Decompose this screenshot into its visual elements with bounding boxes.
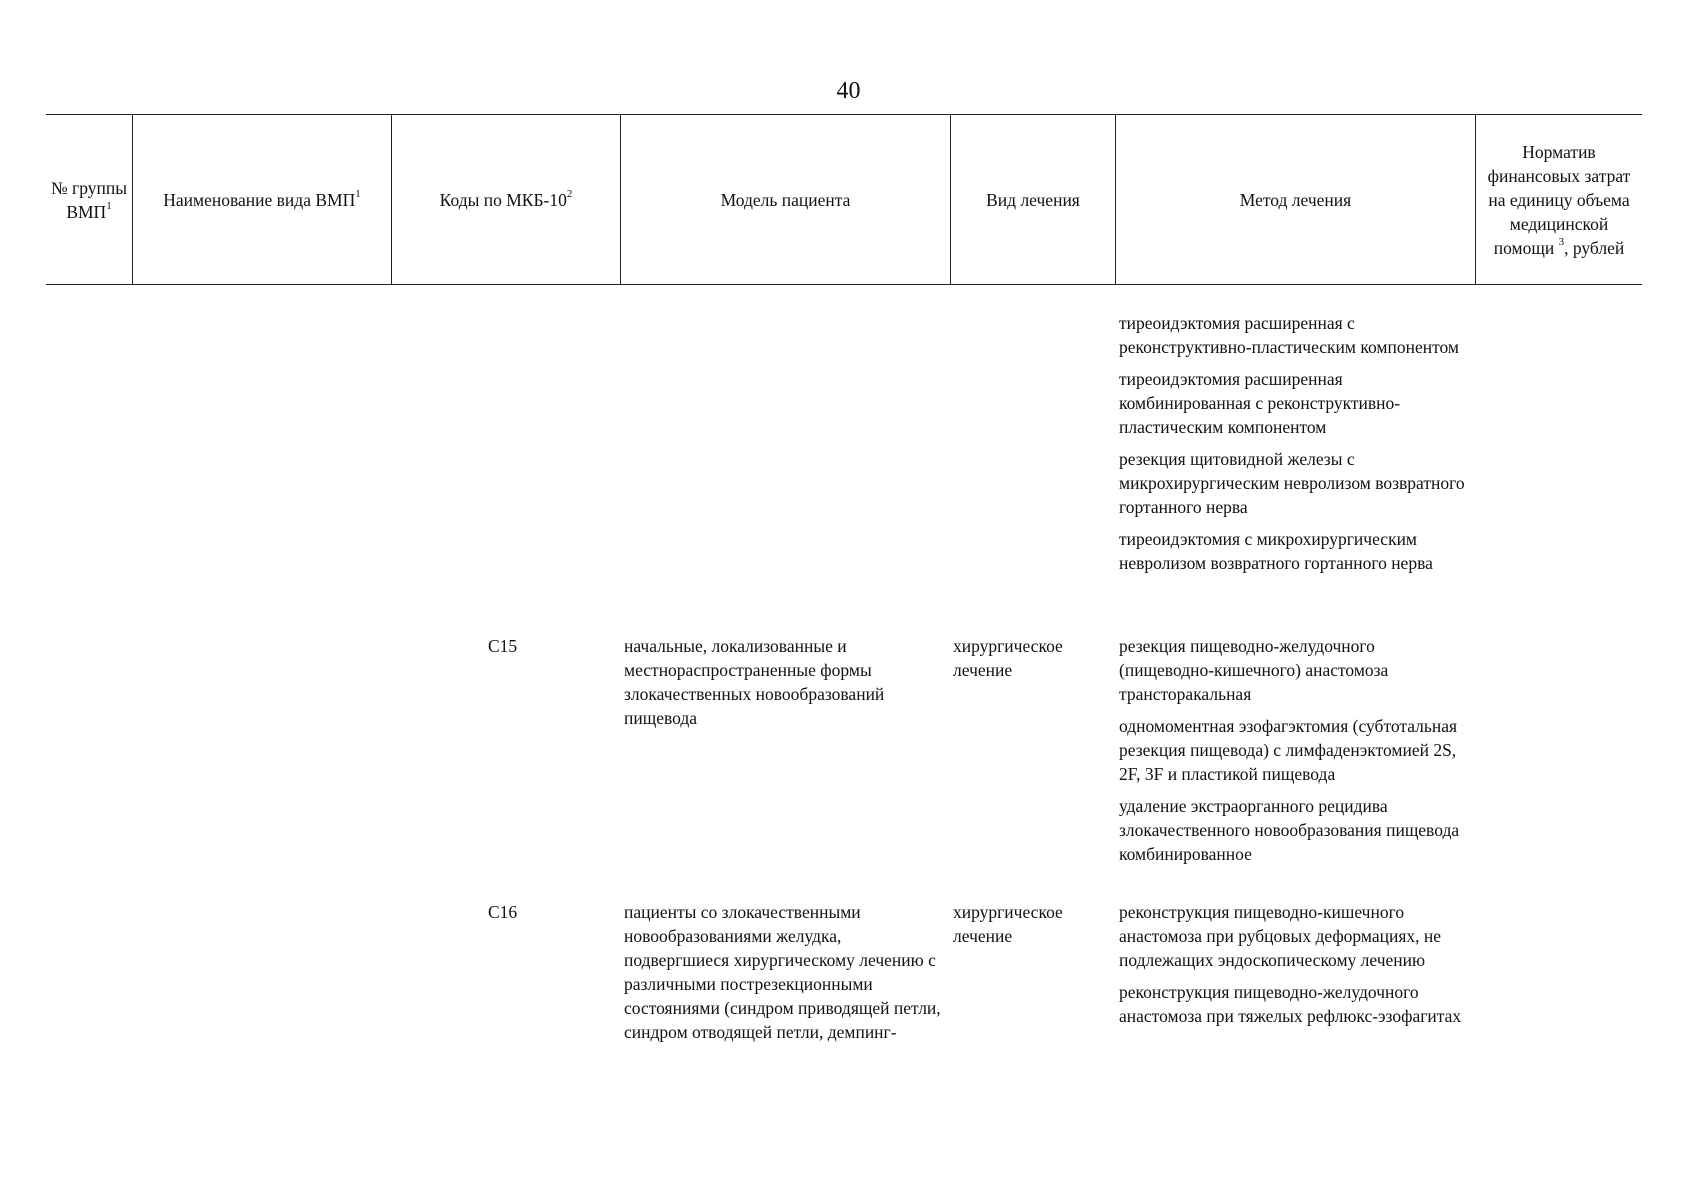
continued-methods (1119, 311, 1469, 583)
header-vmp-name (133, 115, 392, 284)
header-financial-norm-label: Норматив финансовых затрат на единицу объема медицинской помощи (1487, 141, 1631, 258)
footnote-mark: 1 (355, 187, 361, 200)
header-icd-codes (392, 115, 621, 284)
header-financial-norm-unit: , рублей (1564, 237, 1625, 258)
footnote-mark: 3 (1558, 235, 1565, 248)
header-treatment-type (951, 115, 1116, 284)
icd-code-c15: C15 (488, 636, 518, 656)
header-treatment-method (1116, 115, 1476, 284)
method-item: реконструкция пищеводно-кишечного анастомоза при рубцовых деформациях, не подлежащих эндоскопическому лечению (1119, 902, 1442, 970)
patient-model-c16: пациенты со злокачественными новообразованиями желудка, подвергшиеся хирургическому лечению с различными пострезекционными состояниями (синдром приводящей петли, синдром отводящей петли, демпинг- (624, 902, 941, 1042)
header-patient-model (621, 115, 951, 284)
method-item: тиреоидэктомия с микрохирургическим невролизом возвратного гортанного нерва (1119, 529, 1433, 573)
methods-c15 (1119, 634, 1469, 874)
method-item: удаление экстраорганного рецидива злокачественного новообразования пищевода комбинированное (1119, 796, 1460, 864)
header-vmp-name-label: Наименование вида ВМП (163, 189, 356, 210)
method-item: резекция щитовидной железы с микрохирургическим невролизом возвратного гортанного нерва (1119, 449, 1465, 517)
header-treatment-type-label: Вид лечения (986, 189, 1080, 210)
method-item: тиреоидэктомия расширенная с реконструктивно-пластическим компонентом (1119, 313, 1459, 357)
header-treatment-method-label: Метод лечения (1239, 189, 1352, 210)
header-group-number-label: № группы ВМП (50, 177, 127, 222)
header-patient-model-label: Модель пациента (720, 189, 851, 210)
table-header (46, 114, 1642, 285)
header-icd-codes-label: Коды по МКБ-10 (439, 189, 567, 210)
method-item: тиреоидэктомия расширенная комбинированная с реконструктивно-пластическим компонентом (1119, 369, 1401, 437)
treatment-type-c15: хирургическое лечение (953, 636, 1063, 680)
footnote-mark: 1 (106, 199, 112, 212)
header-financial-norm (1476, 115, 1642, 284)
treatment-type-c16: хирургическое лечение (953, 902, 1063, 946)
header-group-number (46, 115, 133, 284)
footnote-mark: 2 (566, 187, 573, 200)
methods-c16 (1119, 900, 1469, 1036)
patient-model-c15: начальные, локализованные и местнораспространенные формы злокачественных новообразований пищевода (624, 636, 885, 728)
page-number: 40 (836, 78, 861, 104)
icd-code-c16: C16 (488, 902, 518, 922)
method-item: одномоментная эзофагэктомия (субтотальная резекция пищевода) с лимфаденэктомией 2S, 2F, 3F и пластикой пищевода (1119, 716, 1458, 784)
method-item: реконструкция пищеводно-желудочного анастомоза при тяжелых рефлюкс-эзофагитах (1119, 982, 1462, 1026)
method-item: резекция пищеводно-желудочного (пищеводно-кишечного) анастомоза трансторакальная (1119, 636, 1389, 704)
